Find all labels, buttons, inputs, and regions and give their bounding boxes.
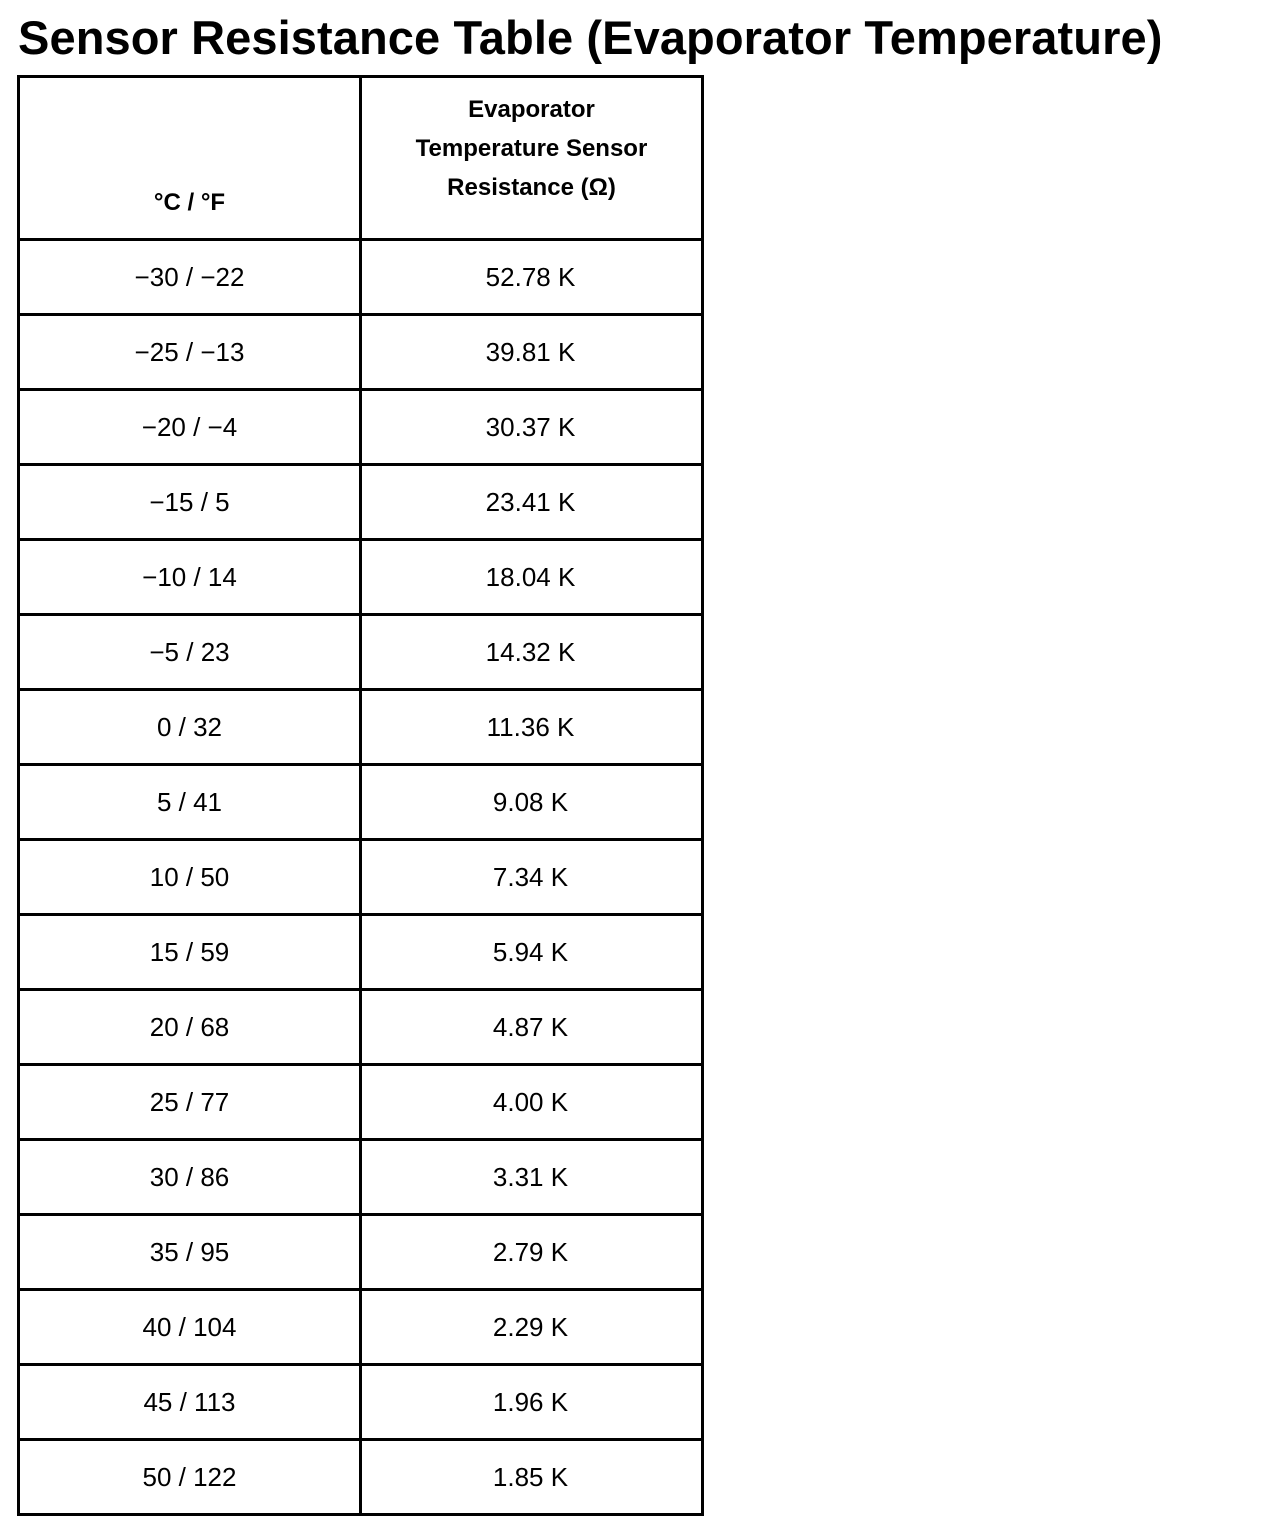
table-row	[19, 840, 703, 915]
table-row	[19, 1140, 703, 1215]
header-resistance	[361, 77, 703, 240]
temperature-cell: 5 / 41	[19, 765, 361, 840]
header-resistance-line1: Evaporator	[468, 96, 595, 123]
resistance-cell: 4.87 K	[361, 990, 703, 1065]
resistance-cell: 11.36 K	[361, 690, 703, 765]
temperature-cell: 45 / 113	[19, 1365, 361, 1440]
table-header-row	[19, 77, 703, 240]
resistance-cell: 23.41 K	[361, 465, 703, 540]
resistance-cell: 39.81 K	[361, 315, 703, 390]
table-row	[19, 915, 703, 990]
table-row	[19, 540, 703, 615]
temperature-cell: −10 / 14	[19, 540, 361, 615]
table-row	[19, 465, 703, 540]
resistance-cell: 30.37 K	[361, 390, 703, 465]
table-row	[19, 615, 703, 690]
temperature-cell: 10 / 50	[19, 840, 361, 915]
resistance-cell: 7.34 K	[361, 840, 703, 915]
resistance-cell: 1.85 K	[361, 1440, 703, 1515]
table-row	[19, 990, 703, 1065]
header-resistance-line3: Resistance (Ω)	[447, 174, 616, 201]
page-title: Sensor Resistance Table (Evaporator Temperature)	[18, 11, 1163, 64]
temperature-cell: −20 / −4	[19, 390, 361, 465]
temperature-cell: −5 / 23	[19, 615, 361, 690]
resistance-cell: 18.04 K	[361, 540, 703, 615]
resistance-cell: 52.78 K	[361, 240, 703, 315]
temperature-cell: −25 / −13	[19, 315, 361, 390]
table-row	[19, 1365, 703, 1440]
table-row	[19, 390, 703, 465]
resistance-cell: 9.08 K	[361, 765, 703, 840]
header-resistance-line2: Temperature Sensor	[415, 135, 648, 162]
header-temperature	[19, 77, 361, 240]
resistance-cell: 2.79 K	[361, 1215, 703, 1290]
header-temperature-label: °C / °F	[153, 189, 226, 216]
resistance-cell: 1.96 K	[361, 1365, 703, 1440]
temperature-cell: 0 / 32	[19, 690, 361, 765]
table-row	[19, 765, 703, 840]
table-row	[19, 315, 703, 390]
resistance-cell: 2.29 K	[361, 1290, 703, 1365]
temperature-cell: 30 / 86	[19, 1140, 361, 1215]
table-row	[19, 1290, 703, 1365]
table-row	[19, 1440, 703, 1515]
temperature-cell: −30 / −22	[19, 240, 361, 315]
table-row	[19, 1065, 703, 1140]
temperature-cell: −15 / 5	[19, 465, 361, 540]
temperature-cell: 25 / 77	[19, 1065, 361, 1140]
table-row	[19, 690, 703, 765]
resistance-cell: 4.00 K	[361, 1065, 703, 1140]
resistance-cell: 5.94 K	[361, 915, 703, 990]
resistance-cell: 14.32 K	[361, 615, 703, 690]
temperature-cell: 35 / 95	[19, 1215, 361, 1290]
temperature-cell: 50 / 122	[19, 1440, 361, 1515]
temperature-cell: 20 / 68	[19, 990, 361, 1065]
table-row	[19, 240, 703, 315]
temperature-cell: 15 / 59	[19, 915, 361, 990]
resistance-cell: 3.31 K	[361, 1140, 703, 1215]
table-row	[19, 1215, 703, 1290]
sensor-resistance-table	[17, 75, 704, 1516]
temperature-cell: 40 / 104	[19, 1290, 361, 1365]
